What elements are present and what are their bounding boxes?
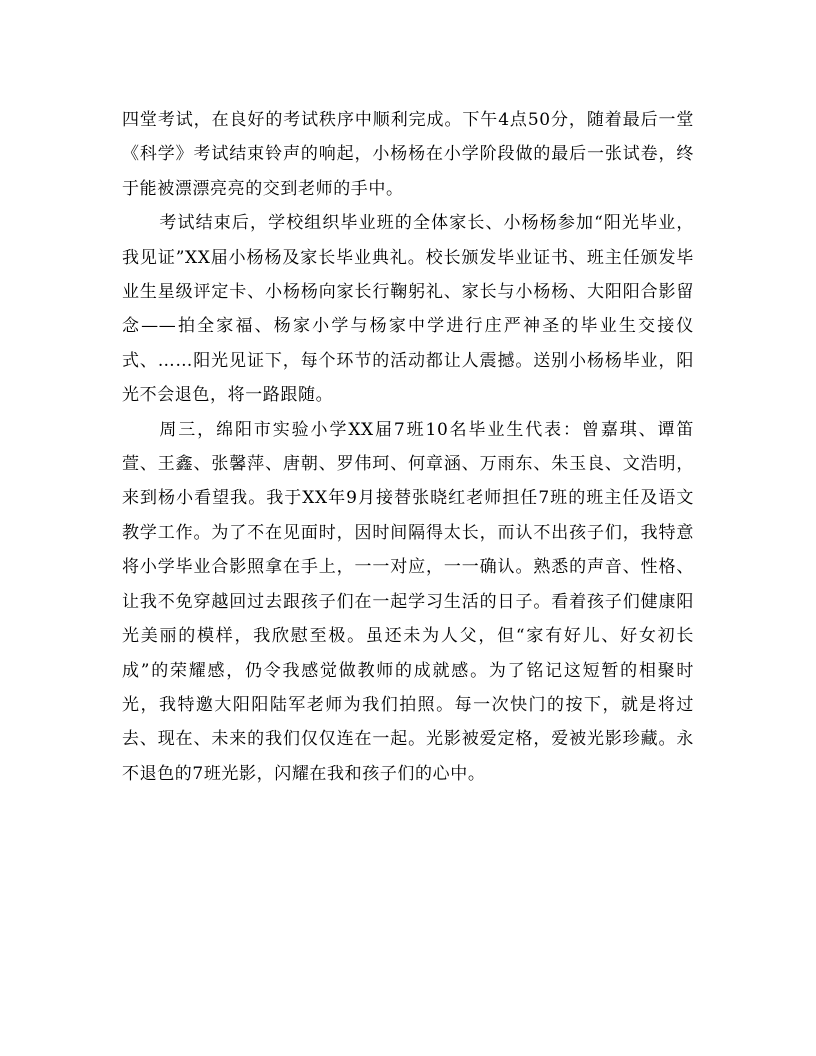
paragraph-student-visit: 周三，绵阳市实验小学XX届7班10名毕业生代表：曾嘉琪、谭笛萱、王鑫、张馨萍、唐朝、罗伟珂、何章涵、万雨东、朱玉良、文浩明，来到杨小看望我。我于XX年9月接替张晓红老师担任7班的班主任及语文教学工作。为了不在见面时，因时间隔得太长，而认不出孩子们，我特意将小学毕业合影照拿在手上，一一对应，一一确认。熟悉的声音、性格、让我不免穿越回过去跟孩子们在一起学习生活的日子。看着孩子们健康阳光美丽的模样，我欣慰至极。虽还未为人父，但“家有好儿、好女初长成”的荣耀感，仍令我感觉做教师的成就感。为了铭记这短暂的相聚时光，我特邀大阳阳陆军老师为我们拍照。每一次快门的按下，就是将过去、现在、未来的我们仅仅连在一起。光影被爱定格，爱被光影珍藏。永不退色的7班光影，闪耀在我和孩子们的心中。 xyxy=(122,419,694,784)
paragraph-exam-completion: 四堂考试，在良好的考试秩序中顺利完成。下午4点50分，随着最后一堂《科学》考试结束铃声的响起，小杨杨在小学阶段做的最后一张试卷，终于能被漂漂亮亮的交到老师的手中。 xyxy=(122,110,694,199)
document-body xyxy=(122,103,694,791)
paragraph-graduation-ceremony: 考试结束后，学校组织毕业班的全体家长、小杨杨参加“阳光毕业，我见证”XX届小杨杨及家长毕业典礼。校长颁发毕业证书、班主任颁发毕业生星级评定卡、小杨杨向家长行鞠躬礼、家长与小杨杨、大阳阳合影留念——拍全家福、杨家小学与杨家中学进行庄严神圣的毕业生交接仪式、……阳光见证下，每个环节的活动都让人震撼。送别小杨杨毕业，阳光不会退色，将一路跟随。 xyxy=(122,213,694,406)
